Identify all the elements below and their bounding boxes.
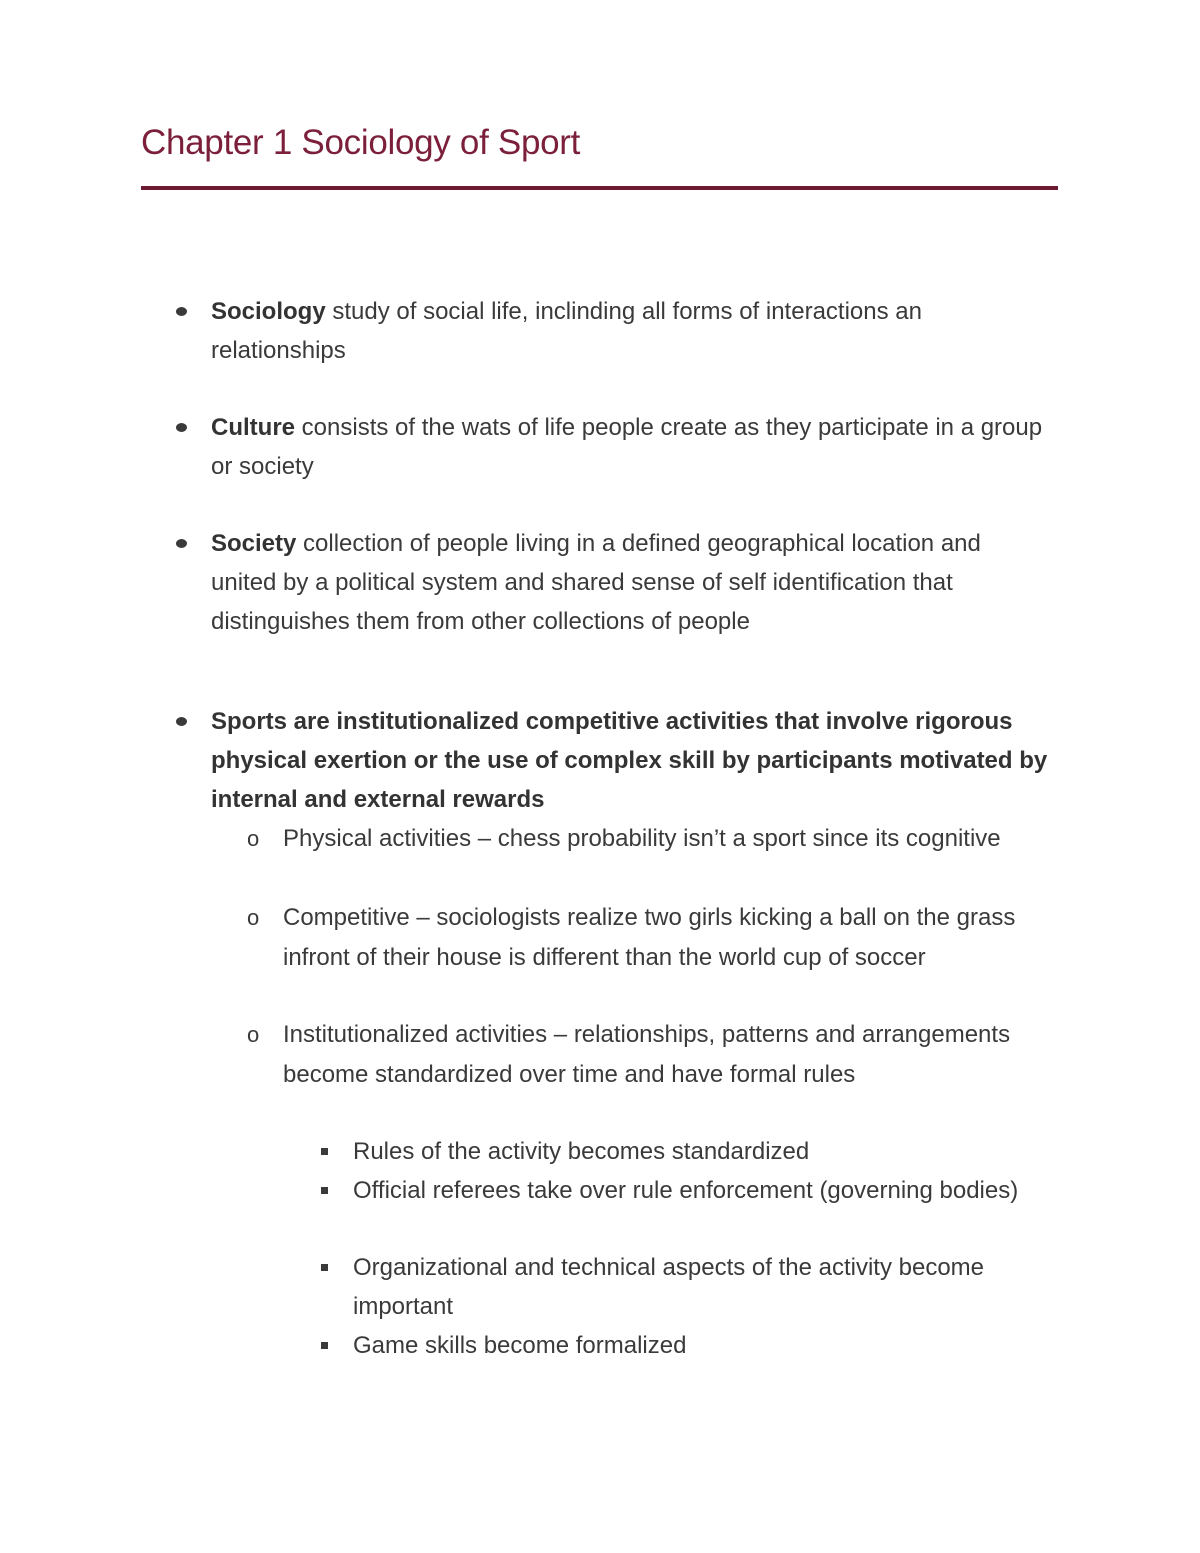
circle-bullet-icon: o — [247, 905, 260, 930]
sub-sub-item-text: Game skills become formalized — [353, 1332, 687, 1359]
sub-sub-item-text: Organizational and technical aspects of the activity become important — [353, 1254, 985, 1320]
sub-sub-item-referees — [353, 1172, 1053, 1211]
sub-item-text: Competitive – sociologists realize two girls kicking a ball on the grass infront of their house is different than the world cup of soccer — [283, 904, 1016, 971]
circle-bullet-icon: o — [247, 826, 260, 851]
title-divider — [141, 186, 1058, 190]
square-bullet-icon — [321, 1187, 328, 1194]
definition-text: study of social life, inclinding all forms of interactions an relationships — [211, 298, 922, 364]
sub-sub-item-organizational — [353, 1249, 1053, 1326]
bullet-dot-icon — [176, 307, 187, 316]
sub-sub-item-text: Official referees take over rule enforcement (governing bodies) — [353, 1177, 1019, 1204]
sub-sub-item-game-skills — [353, 1327, 1053, 1366]
sub-item-institutionalized-activities — [247, 1015, 1053, 1094]
term-label: Sociology — [211, 298, 326, 325]
page-title: Chapter 1 Sociology of Sport — [141, 123, 581, 162]
sub-item-competitive — [247, 898, 1053, 977]
term-label: Culture — [211, 414, 295, 441]
sub-item-text: Institutionalized activities – relationships, patterns and arrangements become standardized over time and have formal rules — [283, 1021, 1011, 1088]
list-item-society — [211, 524, 1051, 641]
square-bullet-icon — [321, 1264, 328, 1271]
term-label: Society — [211, 530, 297, 557]
definition-text: consists of the wats of life people create as they participate in a group or society — [211, 414, 1043, 480]
sub-item-physical-activities — [247, 819, 1053, 859]
list-item-culture — [211, 408, 1051, 486]
square-bullet-icon — [321, 1342, 328, 1349]
square-bullet-icon — [321, 1148, 328, 1155]
sub-sub-item-text: Rules of the activity becomes standardized — [353, 1138, 810, 1165]
bullet-dot-icon — [176, 423, 187, 432]
sub-item-text: Physical activities – chess probability isn’t a sport since its cognitive — [283, 825, 1001, 852]
definition-text: Sports are institutionalized competitive activities that involve rigorous physical exertion or the use of complex skill by participants motivated by internal and external rewards — [211, 708, 1048, 813]
sub-sub-item-rules — [353, 1133, 1053, 1172]
list-item-sports-definition — [211, 702, 1051, 819]
bullet-dot-icon — [176, 717, 187, 726]
bullet-dot-icon — [176, 539, 187, 548]
list-item-sociology — [211, 292, 1051, 370]
definition-text: collection of people living in a defined geographical location and united by a political system and shared sense of self identification that distinguishes them from other collections of people — [211, 530, 981, 635]
circle-bullet-icon: o — [247, 1022, 260, 1047]
